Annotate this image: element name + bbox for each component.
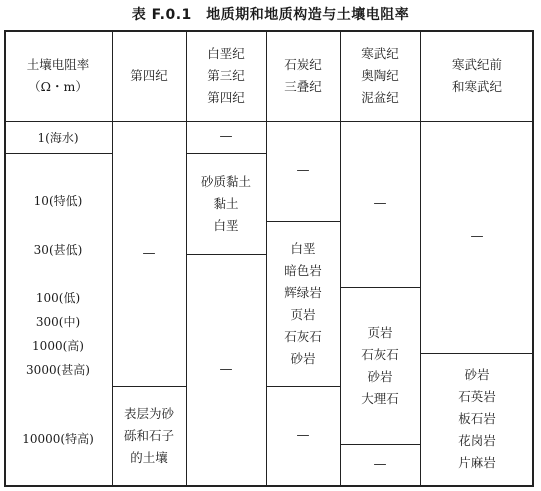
- cell-text: 白垩: [213, 217, 239, 233]
- cell-text: 表层为砂: [123, 405, 174, 421]
- header-text: 三叠纪: [284, 78, 322, 94]
- header-text: 寒武纪: [361, 45, 399, 61]
- carboniferous-lower-dash: —: [296, 427, 310, 443]
- row-label-medium: 300(中): [35, 315, 81, 329]
- cell-text: 页岩: [367, 324, 393, 340]
- cell-text: 砾和石子: [123, 427, 174, 443]
- cell-text: 暗色岩: [284, 262, 322, 278]
- row-label-high: 1000(高): [32, 339, 84, 353]
- cell-text: 石灰石: [284, 328, 322, 344]
- header-text: 寒武纪前: [451, 56, 502, 72]
- row-label-low: 100(低): [35, 291, 81, 305]
- table-title: 表 F.0.1 地质期和地质构造与土壤电阻率: [131, 7, 410, 23]
- header-cretaceous: [186, 30, 266, 121]
- header-precambrian: [420, 30, 534, 121]
- row-label-extra-high: 10000(特高): [22, 432, 94, 446]
- resistivity-table: [4, 30, 534, 487]
- row-label-very-high: 3000(甚高): [26, 363, 90, 377]
- cell-text: 砂岩: [290, 350, 316, 366]
- cell-text: 黏土: [213, 195, 239, 211]
- carboniferous-top-dash: —: [296, 163, 310, 178]
- header-text: 奥陶纪: [361, 67, 399, 83]
- cell-text: 砂岩: [367, 368, 393, 384]
- cell-text: 砂质黏土: [200, 173, 251, 189]
- cell-text: 页岩: [290, 306, 316, 322]
- cell-text: 板石岩: [458, 411, 496, 426]
- header-text: 土壤电阻率: [26, 56, 90, 72]
- cell-text: 片麻岩: [458, 455, 496, 470]
- header-text: 白垩纪: [207, 45, 245, 61]
- precambrian-top-dash: —: [470, 229, 484, 244]
- table-border-bottom: [4, 485, 534, 487]
- carboniferous-mid-cell: [266, 221, 340, 386]
- precambrian-lower-cell: [420, 353, 534, 485]
- header-resistivity: [4, 30, 112, 121]
- cambrian-mid-cell: [340, 287, 420, 444]
- header-unit: （Ω・m）: [28, 78, 88, 94]
- cell-text: 辉绿岩: [284, 284, 322, 300]
- cell-text: 石英岩: [458, 389, 496, 404]
- cretaceous-lower-dash: —: [219, 361, 233, 377]
- header-cambrian: [340, 30, 420, 121]
- row-label-very-low: 30(甚低): [33, 243, 83, 257]
- cell-text: 石灰石: [361, 346, 399, 362]
- cell-text: 白垩: [290, 240, 316, 256]
- row-label-seawater: 1(海水): [37, 131, 79, 145]
- header-text: 和寒武纪: [451, 78, 502, 94]
- cell-text: 砂岩: [464, 367, 490, 382]
- cretaceous-top-dash: —: [219, 129, 233, 144]
- quaternary-upper-dash: —: [142, 245, 156, 261]
- header-text: 第四纪: [207, 89, 245, 105]
- cretaceous-mid-cell: [186, 153, 266, 254]
- header-text: 石炭纪: [284, 56, 322, 72]
- header-text: 第三纪: [207, 67, 245, 83]
- header-text: 第四纪: [130, 67, 168, 83]
- row-label-very-low-extreme: 10(特低): [33, 194, 83, 208]
- cell-text: 的土壤: [130, 449, 168, 465]
- cell-text: 花岗岩: [458, 433, 496, 448]
- cambrian-top-dash: —: [373, 196, 387, 211]
- header-carboniferous: [266, 30, 340, 121]
- quaternary-lower-cell: [112, 386, 186, 485]
- row-divider: [4, 153, 112, 154]
- header-quaternary: [112, 30, 186, 121]
- header-text: 泥盆纪: [361, 89, 399, 105]
- cambrian-lower-dash: —: [373, 456, 387, 472]
- cell-text: 大理石: [361, 390, 399, 406]
